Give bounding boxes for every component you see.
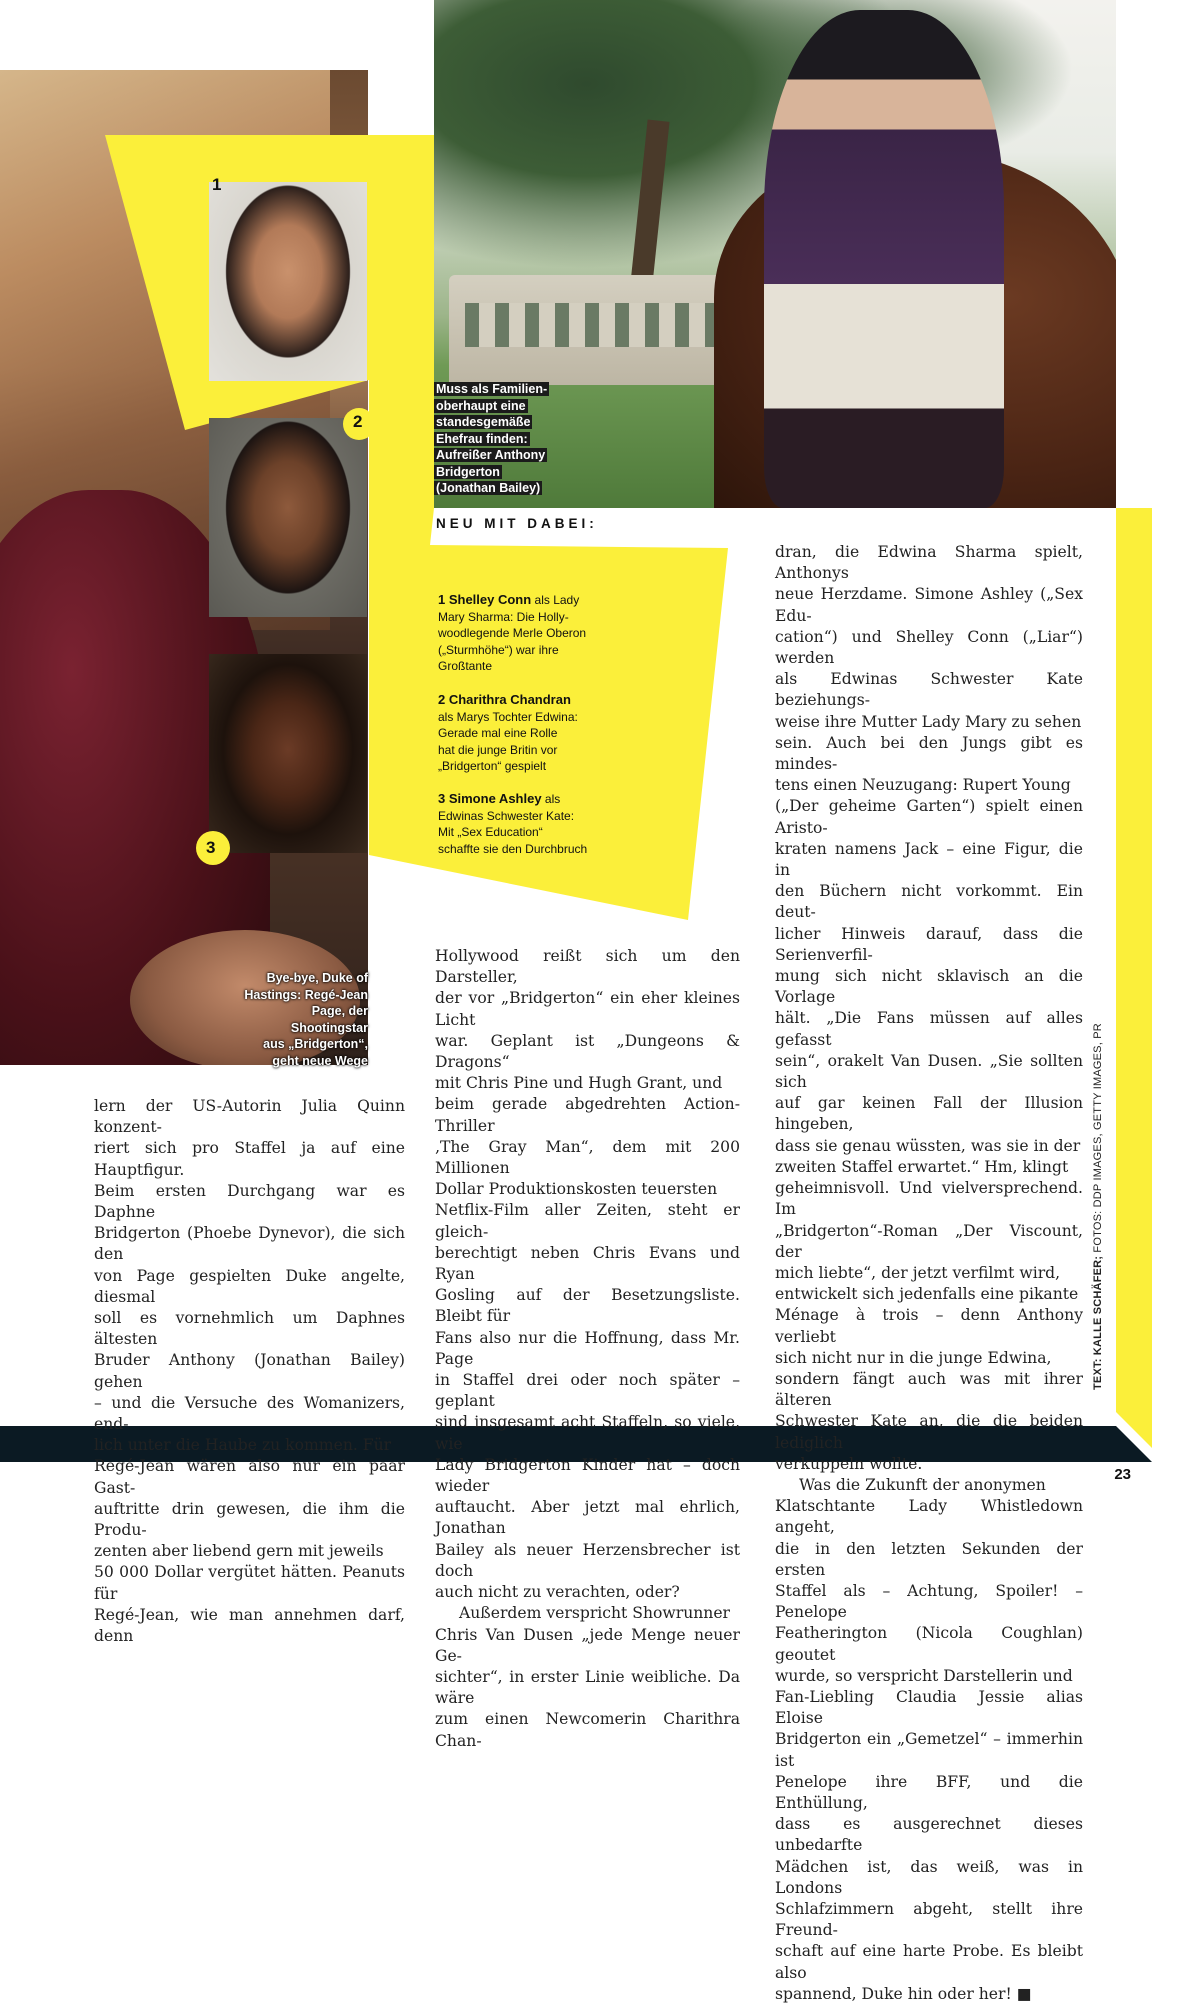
text-line: als Edwinas Schwester Kate beziehungs- bbox=[775, 670, 1083, 710]
photo-credit bbox=[1092, 1023, 1104, 1390]
legend-item-2 bbox=[438, 692, 628, 775]
credit-author: TEXT: KALLE SCHÄFER; bbox=[1092, 1255, 1104, 1390]
text-line: Schlafzimmern abgeht, stellt ihre Freund- bbox=[775, 1900, 1083, 1940]
caption-line: oberhaupt eine bbox=[436, 398, 526, 413]
text-line: Regé-Jean, wie man annehmen darf, denn bbox=[94, 1605, 405, 1646]
text-line: Fans also nur die Hoffnung, dass Mr. Page bbox=[435, 1328, 740, 1368]
text-line: dran, die Edwina Sharma spielt, Anthonys bbox=[775, 543, 1083, 583]
text-line: auftaucht. Aber jetzt mal ehrlich, Jonathan bbox=[435, 1498, 740, 1538]
text-line: auch nicht zu verachten, oder? bbox=[435, 1583, 680, 1602]
legend-line: Gerade mal eine Rolle bbox=[438, 726, 558, 740]
text-line: der vor „Bridgerton“ ein eher kleines Licht bbox=[435, 989, 740, 1029]
caption-line: Page, der Shootingstar bbox=[290, 1004, 368, 1035]
text-line: Lady Bridgerton Kinder hat – doch wieder bbox=[435, 1455, 740, 1496]
legend-lead: als Lady bbox=[531, 593, 580, 607]
text-line: riert sich pro Staffel ja auf eine Hauptfigur. bbox=[94, 1139, 405, 1179]
article-column-3 bbox=[775, 542, 1083, 2005]
legend-line: Großtante bbox=[438, 659, 493, 673]
portrait-shelley-conn bbox=[209, 182, 367, 381]
text-line: geheimnisvoll. Und vielversprechend. Im bbox=[775, 1179, 1083, 1219]
text-line: verkuppeln wollte. bbox=[775, 1454, 923, 1473]
text-line: lich unter die Haube zu kommen. Für bbox=[94, 1436, 392, 1455]
legend-line: schaffte sie den Durchbruch bbox=[438, 841, 588, 856]
caption-line: Hastings: Regé-Jean bbox=[244, 987, 368, 1002]
caption-line: (Jonathan Bailey) bbox=[436, 481, 541, 495]
text-line: Hollywood reißt sich um den Darsteller, bbox=[435, 947, 740, 987]
text-line: Außerdem verspricht Showrunner bbox=[459, 1604, 731, 1623]
text-line: schaft auf eine harte Probe. Es bleibt also bbox=[775, 1942, 1083, 1982]
text-line: zenten aber liebend gern mit jeweils bbox=[94, 1542, 384, 1561]
text-line: Featherington (Nicola Coughlan) geoutet bbox=[775, 1624, 1083, 1664]
text-line: Beim ersten Durchgang war es Daphne bbox=[94, 1181, 405, 1222]
text-line: Penelope ihre BFF, und die Enthüllung, bbox=[775, 1772, 1083, 1812]
text-line: mung sich nicht sklavisch an die Vorlage bbox=[775, 967, 1083, 1007]
caption-line: Muss als Familien- bbox=[436, 382, 548, 396]
text-line: licher Hinweis darauf, dass die Serienverfil- bbox=[775, 924, 1083, 964]
caption-line: geht neue Wege bbox=[272, 1053, 368, 1068]
text-line: war. Geplant ist „Dungeons & Dragons“ bbox=[435, 1031, 740, 1072]
text-line: sein. Auch bei den Jungs gibt es mindes- bbox=[775, 733, 1083, 774]
text-line: zweiten Staffel erwartet.“ Hm, klingt bbox=[775, 1157, 1069, 1176]
text-line: tens einen Neuzugang: Rupert Young bbox=[775, 776, 1071, 795]
text-line: sich nicht nur in die junge Edwina, bbox=[775, 1348, 1052, 1367]
legend-line: Mary Sharma: Die Holly- bbox=[438, 609, 569, 624]
portrait-charithra-chandran bbox=[209, 418, 367, 617]
text-line: ‚The Gray Man“, dem mit 200 Millionen bbox=[435, 1137, 740, 1178]
text-line: Bridgerton (Phoebe Dynevor), die sich den bbox=[94, 1224, 405, 1264]
text-line: sichter“, in erster Linie weibliche. Da wäre bbox=[435, 1667, 740, 1708]
legend-name: 2 Charithra Chandran bbox=[438, 692, 571, 707]
legend-line: Mit „Sex Education“ bbox=[438, 825, 543, 839]
caption-line: Ehefrau finden: bbox=[436, 431, 528, 446]
text-line: sind insgesamt acht Staffeln, so viele, wie bbox=[435, 1413, 740, 1453]
legend-item-3 bbox=[438, 791, 628, 857]
legend-line: woodlegende Merle Oberon bbox=[438, 626, 587, 640]
text-line: Chris Van Dusen „jede Menge neuer Ge- bbox=[435, 1625, 740, 1665]
text-line: lern der US-Autorin Julia Quinn konzent- bbox=[94, 1097, 405, 1137]
legend-line: Edwinas Schwester Kate: bbox=[438, 808, 575, 823]
caption-left-photo bbox=[240, 970, 368, 1069]
text-line: mit Chris Pine und Hugh Grant, und bbox=[435, 1074, 723, 1093]
text-line: Mädchen ist, das weiß, was in Londons bbox=[775, 1857, 1083, 1897]
caption-top-photo bbox=[434, 381, 569, 497]
text-line: 50 000 Dollar vergütet hätten. Peanuts für bbox=[94, 1563, 405, 1603]
legend-name: 3 Simone Ashley bbox=[438, 791, 542, 806]
yellow-box-shape bbox=[105, 135, 728, 920]
page-number: 23 bbox=[1114, 1466, 1131, 1483]
text-line: die in den letzten Sekunden der ersten bbox=[775, 1539, 1083, 1579]
text-line: wurde, so verspricht Darstellerin und bbox=[775, 1666, 1073, 1685]
legend-line: „Bridgerton“ gespielt bbox=[438, 759, 547, 773]
legend-lead: als bbox=[541, 792, 561, 806]
text-line: Gosling auf der Besetzungsliste. Bleibt für bbox=[435, 1286, 740, 1326]
caption-line: Aufreißer Anthony bbox=[436, 448, 546, 462]
text-line: auf gar keinen Fall der Illusion hingeben, bbox=[775, 1094, 1083, 1134]
legend-line: als Marys Tochter Edwina: bbox=[438, 709, 578, 724]
text-line: in Staffel drei oder noch später – geplant bbox=[435, 1371, 740, 1411]
text-line: Regé-Jean wären also nur ein paar Gast- bbox=[94, 1457, 405, 1497]
text-line: Was die Zukunft der anonymen bbox=[799, 1475, 1046, 1494]
caption-line: Bye-bye, Duke of bbox=[266, 971, 368, 985]
portrait-number-1: 1 bbox=[212, 175, 222, 194]
portrait-number-3: 3 bbox=[206, 838, 216, 857]
text-line: Dollar Produktionskosten teuersten bbox=[435, 1180, 718, 1199]
text-line: Bruder Anthony (Jonathan Bailey) gehen bbox=[94, 1351, 405, 1391]
article-column-2 bbox=[435, 946, 740, 1752]
text-line: Netflix-Film aller Zeiten, steht er gleich- bbox=[435, 1201, 740, 1241]
text-line: beim gerade abgedrehten Action-Thriller bbox=[435, 1095, 740, 1135]
text-line: Ménage à trois – denn Anthony verliebt bbox=[775, 1306, 1083, 1346]
text-line: kraten namens Jack – eine Figur, die in bbox=[775, 839, 1083, 880]
text-line: cation“) und Shelley Conn („Liar“) werden bbox=[775, 627, 1083, 668]
text-line: Schwester Kate an, die die beiden lediglich bbox=[775, 1412, 1083, 1452]
text-line: Klatschtante Lady Whistledown angeht, bbox=[775, 1497, 1083, 1537]
text-line: Bridgerton ein „Gemetzel“ – immerhin ist bbox=[775, 1730, 1083, 1770]
text-line: „Bridgerton“-Roman „Der Viscount, der bbox=[775, 1221, 1083, 1261]
text-line: berechtigt neben Chris Evans und Ryan bbox=[435, 1243, 740, 1284]
yellow-right-strip bbox=[1116, 508, 1152, 1448]
text-line: zum einen Newcomerin Charithra Chan- bbox=[435, 1710, 740, 1750]
text-line: sondern fängt auch was mit ihrer älteren bbox=[775, 1369, 1083, 1410]
credit-photos: FOTOS: DDP IMAGES, GETTY IMAGES, PR bbox=[1092, 1023, 1104, 1256]
legend-name: 1 Shelley Conn bbox=[438, 592, 532, 607]
portrait-number-2: 2 bbox=[353, 412, 363, 431]
legend-line: („Sturmhöhe“) war ihre bbox=[438, 642, 559, 657]
caption-line: Bridgerton bbox=[436, 464, 500, 479]
text-line: entwickelt sich jedenfalls eine pikante bbox=[775, 1285, 1079, 1304]
text-line: dass sie genau wüssten, was sie in der bbox=[775, 1136, 1081, 1155]
portrait-simone-ashley bbox=[209, 654, 367, 853]
text-line: Fan-Liebling Claudia Jessie alias Eloise bbox=[775, 1687, 1083, 1728]
text-line: („Der geheime Garten“) spielt einen Aristo- bbox=[775, 797, 1083, 837]
text-line: – und die Versuche des Womanizers, end- bbox=[94, 1393, 405, 1434]
text-line: auftritte drin gewesen, die ihm die Produ- bbox=[94, 1499, 405, 1540]
text-line: sein“, orakelt Van Dusen. „Sie sollten sich bbox=[775, 1051, 1083, 1092]
article-column-1 bbox=[94, 1096, 405, 1647]
box-heading: NEU MIT DABEI: bbox=[436, 516, 598, 531]
text-line: soll es vornehmlich um Daphnes ältesten bbox=[94, 1309, 405, 1349]
text-line: Staffel als – Achtung, Spoiler! – Penelope bbox=[775, 1581, 1083, 1622]
text-line: von Page gespielten Duke angelte, diesmal bbox=[94, 1266, 405, 1306]
text-line: neue Herzdame. Simone Ashley („Sex Edu- bbox=[775, 585, 1083, 625]
text-line: Bailey als neuer Herzensbrecher ist doch bbox=[435, 1540, 740, 1580]
caption-line: aus „Bridgerton“, bbox=[263, 1037, 368, 1051]
legend-item-1 bbox=[438, 592, 628, 675]
text-line: hält. „Die Fans müssen auf alles gefasst bbox=[775, 1009, 1083, 1049]
text-line: mich liebte“, der jetzt verfilmt wird, bbox=[775, 1263, 1061, 1282]
text-line: den Büchern nicht vorkommt. Ein deut- bbox=[775, 882, 1083, 922]
text-line: dass es ausgerechnet dieses unbedarfte bbox=[775, 1815, 1083, 1855]
legend-line: hat die junge Britin vor bbox=[438, 742, 558, 757]
caption-line: standesgemäße bbox=[436, 415, 531, 429]
text-line: weise ihre Mutter Lady Mary zu sehen bbox=[775, 712, 1082, 731]
text-line: spannend, Duke hin oder her! ■ bbox=[775, 1984, 1032, 2003]
